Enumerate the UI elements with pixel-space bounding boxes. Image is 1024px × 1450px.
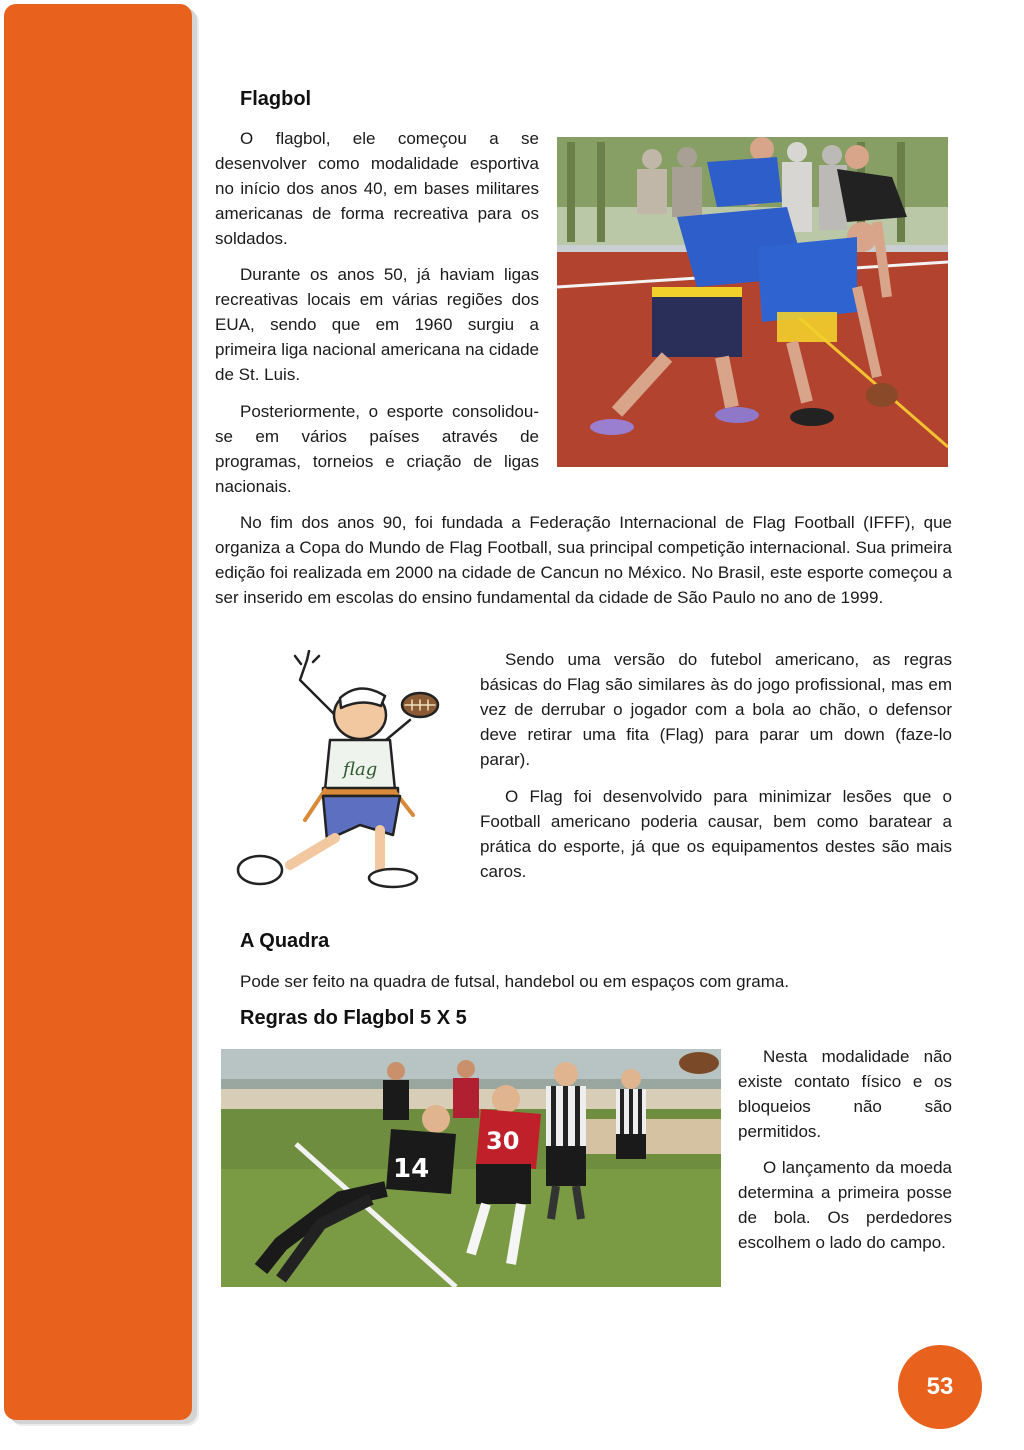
page-number: 53 [926, 1373, 954, 1400]
paragraph-rules-basic: Sendo uma versão do futebol americano, as regras básicas do Flag são similares às do jogo profissional, mas em vez de derrubar o jogador com a bola ao chão, o defensor deve retirar uma fita (Flag) para parar um down (faze-lo parar). [480, 650, 952, 769]
section-title-regras: Regras do Flagbol 5 X 5 [240, 1007, 467, 1029]
paragraph-no-contact: Nesta modalidade não existe contato físico e os bloqueios não são permitidos. [738, 1047, 952, 1141]
paragraph-rules-injuries: O Flag foi desenvolvido para minimizar lesões que o Football americano poderia causar, bem como baratear a prática do esporte, já que os equipamentos destes são mais caros. [480, 787, 952, 881]
jersey-number-30: 30 [486, 1127, 520, 1155]
cartoon-flag-player [215, 650, 460, 890]
paragraph-coin-toss: O lançamento da moeda determina a primeira posse de bola. Os perdedores escolhem o lado do campo. [738, 1158, 952, 1252]
section-title-quadra: A Quadra [240, 930, 330, 952]
page-number-badge [898, 1345, 982, 1429]
photo-players-court [557, 137, 948, 467]
photo-women-flag-game [221, 1049, 721, 1287]
paragraph-flagbol-origin: O flagbol, ele começou a se desenvolver como modalidade esportiva no início dos anos 40, em bases militares americanas de forma recreativa para os soldados. [215, 129, 539, 248]
jersey-number-14: 14 [393, 1154, 430, 1184]
sidebar-decoration [4, 4, 192, 1420]
paragraph-flagbol-leagues: Durante os anos 50, já haviam ligas recreativas locais em várias regiões dos EUA, sendo que em 1960 surgiu a primeira liga nacional americana na cidade de St. Luis. [215, 265, 539, 384]
paragraph-flagbol-consolidation: Posteriormente, o esporte consolidou-se em vários países através de programas, torneios e criação de ligas nacionais. [215, 402, 539, 496]
paragraph-quadra: Pode ser feito na quadra de futsal, handebol ou em espaços com grama. [240, 972, 790, 991]
paragraph-flagbol-ifff: No fim dos anos 90, foi fundada a Federação Internacional de Flag Football (IFFF), que organiza a Copa do Mundo de Flag Football, sua principal competição internacional. Sua primeira edição foi realizada em 2000 na cidade de Cancun no México. No Brasil, este esporte começou a ser inserido em escolas do ensino fundamental da cidade de São Paulo no ano de 1999. [215, 513, 952, 607]
section-title-flagbol: Flagbol [240, 88, 312, 110]
cartoon-shirt-text: flag [343, 759, 378, 780]
